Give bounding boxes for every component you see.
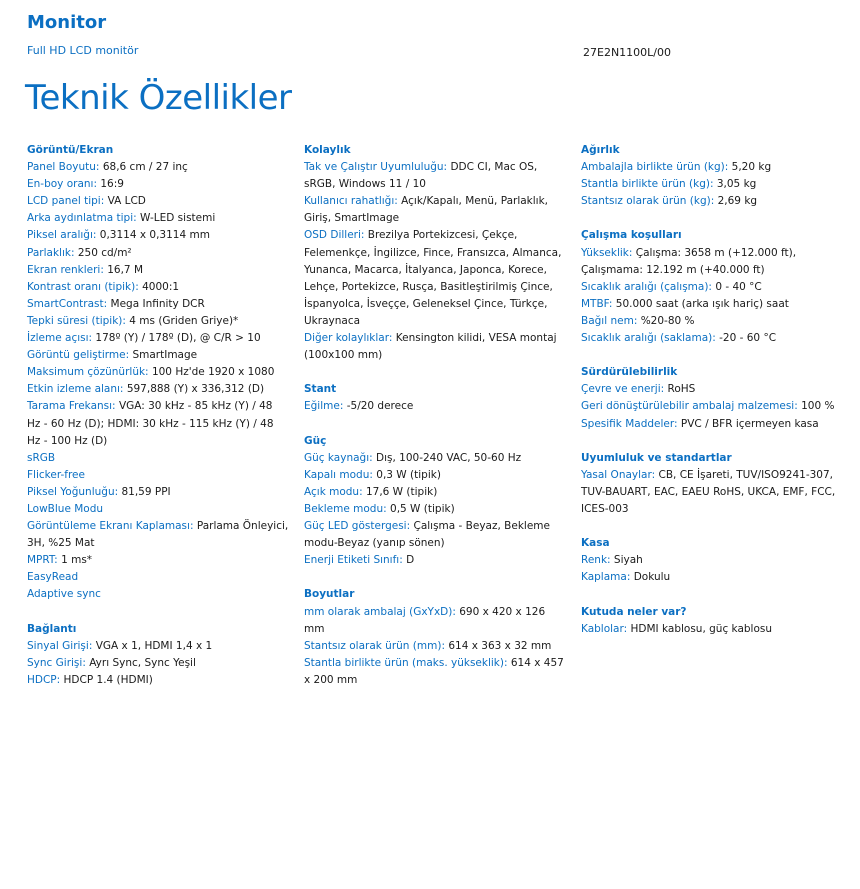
spec-label: mm olarak ambalaj (GxYxD): [304,605,456,618]
spec-value: 16,7 M [107,263,144,276]
spec-row [304,638,566,655]
spec-value: VGA: 30 kHz - 85 kHz (Y) / 48 Hz - 60 Hz (D); HDMI: 30 kHz - 115 kHz (Y) / 48 Hz - 100 Hz (D) [27,400,274,447]
spec-value: 690 x 420 x 126 mm [304,605,546,635]
spec-label: Stantsız olarak ürün (kg): [581,195,715,208]
spec-value: Brezilya Portekizcesi, Çekçe, Felemenkçe, İngilizce, Fince, Fransızca, Almanca, Yunanca, Macarca, İtalyanca, Japonca, Korece, Lehçe, Portekizce, Rusça, Basitleştirilmiş Çince, İspanyolca, İsveççe, Geleneksel Çince, Türkçe, Ukraynaca [304,229,562,327]
section-heading: Ağırlık [581,144,620,156]
spec-label: Güç kaynağı: [304,451,373,464]
spec-value: HDCP 1.4 (HDMI) [63,673,153,686]
spec-value: Kensington kilidi, VESA montaj (100x100 mm) [304,332,557,362]
spec-label: Diğer kolaylıklar: [304,332,393,345]
spec-value: CB, CE İşareti, TUV/ISO9241-307, TUV-BAUART, EAC, EAEU RoHS, UKCA, EMF, FCC, ICES-003 [581,468,836,515]
model-number: 27E2N1100L/00 [583,46,671,59]
spec-label: Ambalajla birlikte ürün (kg): [581,161,729,174]
spec-row [581,193,843,210]
spec-label: Yasal Onaylar: [581,468,656,481]
spec-row [27,569,289,586]
spec-row [581,330,843,347]
spec-value: 1 ms* [61,554,93,567]
spec-section-calisma-kosullari [581,227,843,347]
section-heading: Sürdürülebilirlik [581,366,678,379]
spec-section-stant [304,381,566,415]
spec-label: Panel Boyutu: [27,161,100,174]
spec-label: Adaptive sync [27,588,101,601]
spec-row [304,330,566,364]
spec-row [581,552,843,569]
spec-value: VGA x 1, HDMI 1,4 x 1 [95,639,213,652]
spec-row [27,586,289,603]
spec-row [27,467,289,484]
spec-label: SmartContrast: [27,297,108,310]
spec-row [27,176,289,193]
spec-value: -20 - 60 °C [719,332,777,345]
spec-label: LowBlue Modu [27,502,104,515]
spec-value: -5/20 derece [346,400,414,413]
spec-label: sRGB [27,451,56,464]
spec-value: 250 cd/m² [77,246,132,259]
spec-label: Kontrast oranı (tipik): [27,280,139,293]
spec-row [581,467,843,518]
section-heading: Kutuda neler var? [581,605,687,618]
spec-value: HDMI kablosu, güç kablosu [630,622,773,635]
spec-row [581,398,843,415]
spec-row [27,552,289,569]
spec-value: 17,6 W (tipik) [365,485,438,498]
spec-label: OSD Dilleri: [304,229,365,242]
spec-row [27,655,289,672]
spec-column-2 [304,142,566,706]
spec-label: En-boy oranı: [27,178,98,191]
spec-label: Sinyal Girişi: [27,639,93,652]
spec-value: 0,3 W (tipik) [376,468,441,481]
section-heading: Güç [304,434,327,447]
spec-row [304,467,566,484]
spec-label: Tarama Frekansı: [27,400,116,413]
spec-row [27,347,289,364]
spec-row [304,604,566,638]
spec-row [27,484,289,501]
spec-label: Ekran renkleri: [27,263,104,276]
spec-label: Açık modu: [304,485,363,498]
spec-label: Renk: [581,554,611,567]
spec-label: Kapalı modu: [304,468,373,481]
section-heading: Bağlantı [27,622,77,635]
spec-value: 597,888 (Y) x 336,312 (D) [126,383,265,396]
spec-label: Güç LED göstergesi: [304,520,411,533]
spec-row [304,193,566,227]
spec-row [581,621,843,638]
spec-row [304,655,566,689]
spec-value: Ayrı Sync, Sync Yeşil [89,656,196,669]
spec-label: Maksimum çözünürlük: [27,366,149,379]
spec-section-kolaylik [304,142,566,364]
section-heading: Görüntü/Ekran [27,144,114,156]
spec-section-kasa [581,535,843,586]
spec-section-boyutlar [304,586,566,689]
spec-value: 50.000 saat (arka ışık hariç) saat [615,297,789,310]
spec-label: Kaplama: [581,571,631,584]
spec-label: MPRT: [27,554,58,567]
spec-value: Siyah [613,554,643,567]
spec-row [304,518,566,552]
spec-value: Dokulu [633,571,671,584]
spec-row [581,279,843,296]
spec-row [27,672,289,689]
spec-value: 16:9 [100,178,124,191]
spec-value: 614 x 363 x 32 mm [448,639,552,652]
section-heading: Çalışma koşulları [581,229,682,242]
spec-row [304,484,566,501]
spec-section-surdurulebilirlik [581,364,843,432]
spec-value: 100 % [801,400,835,413]
spec-row [304,159,566,193]
spec-section-kutuda-neler-var [581,604,843,638]
spec-value: Dış, 100-240 VAC, 50-60 Hz [376,451,522,464]
doc-title: Monitor [27,12,107,33]
spec-value: 81,59 PPI [121,485,171,498]
spec-value: %20-80 % [640,314,695,327]
spec-row [581,416,843,433]
section-heading: Boyutlar [304,588,355,601]
spec-value: RoHS [667,383,696,396]
spec-row [27,364,289,381]
spec-section-uyumluluk-ve-standartlar [581,450,843,518]
spec-value: 5,20 kg [731,161,772,174]
spec-label: Arka aydınlatma tipi: [27,212,137,225]
spec-label: Tepki süresi (tipik): [27,314,126,327]
spec-label: Tak ve Çalıştır Uyumluluğu: [304,161,448,174]
spec-label: MTBF: [581,297,613,310]
spec-value: 4 ms (Griden Griye)* [129,314,239,327]
page-title: Teknik Özellikler [25,78,292,118]
spec-value: VA LCD [107,195,146,208]
spec-value: 0,5 W (tipik) [390,502,455,515]
spec-row [27,518,289,552]
spec-label: Çevre ve enerji: [581,383,665,396]
spec-row [27,227,289,244]
spec-row [27,638,289,655]
spec-row [27,381,289,398]
spec-label: Stantsız olarak ürün (mm): [304,639,445,652]
spec-row [27,193,289,210]
spec-label: Stantla birlikte ürün (kg): [581,178,714,191]
spec-label: Geri dönüştürülebilir ambalaj malzemesi: [581,400,798,413]
spec-value: SmartImage [132,349,198,362]
spec-label: Flicker-free [27,468,85,481]
spec-row [304,398,566,415]
spec-column-1 [27,142,289,706]
spec-value: 0 - 40 °C [715,280,762,293]
spec-row [27,159,289,176]
spec-label: Eğilme: [304,400,344,413]
spec-column-3 [581,142,843,655]
spec-section-guc [304,433,566,570]
spec-label: Spesifik Maddeler: [581,417,678,430]
spec-row [27,210,289,227]
spec-label: Kablolar: [581,622,628,635]
spec-label: Parlaklık: [27,246,75,259]
spec-label: Görüntüleme Ekranı Kaplaması: [27,520,194,533]
spec-label: Sıcaklık aralığı (saklama): [581,332,716,345]
doc-subtitle: Full HD LCD monitör [27,44,139,57]
spec-value: 2,69 kg [717,195,758,208]
spec-row [27,279,289,296]
spec-row [27,296,289,313]
spec-section-goruntu-ekran [27,142,289,604]
spec-value: Mega Infinity DCR [110,297,205,310]
spec-label: Piksel aralığı: [27,229,97,242]
spec-value: Çalışma: 3658 m (+12.000 ft), Çalışmama: 12.192 m (+40.000 ft) [581,246,797,276]
spec-row [304,227,566,330]
spec-row [27,398,289,449]
spec-row [581,296,843,313]
section-heading: Uyumluluk ve standartlar [581,451,732,464]
spec-row [581,381,843,398]
spec-label: Piksel Yoğunluğu: [27,485,119,498]
spec-label: Bekleme modu: [304,502,387,515]
spec-label: Yükseklik: [581,246,633,259]
spec-label: Kullanıcı rahatlığı: [304,195,398,208]
spec-row [581,569,843,586]
spec-row [304,450,566,467]
spec-value: Açık/Kapalı, Menü, Parlaklık, Giriş, SmartImage [304,195,549,225]
spec-label: Stantla birlikte ürün (maks. yükseklik): [304,656,508,669]
spec-value: 68,6 cm / 27 inç [102,161,188,174]
spec-value: 0,3114 x 0,3114 mm [99,229,210,242]
spec-row [27,501,289,518]
spec-value: W-LED sistemi [140,212,216,225]
spec-label: EasyRead [27,571,79,584]
spec-label: Sync Girişi: [27,656,86,669]
spec-label: Sıcaklık aralığı (çalışma): [581,280,712,293]
spec-label: HDCP: [27,673,61,686]
spec-row [304,552,566,569]
section-heading: Kolaylık [304,144,351,156]
spec-label: Etkin izleme alanı: [27,383,124,396]
spec-row [27,450,289,467]
spec-row [27,330,289,347]
section-heading: Stant [304,383,337,396]
spec-value: 178º (Y) / 178º (D), @ C/R > 10 [95,332,261,345]
spec-label: LCD panel tipi: [27,195,105,208]
spec-value: DDC CI, Mac OS, sRGB, Windows 11 / 10 [304,161,538,191]
spec-label: Görüntü geliştirme: [27,349,130,362]
spec-row [581,313,843,330]
section-heading: Kasa [581,537,610,550]
spec-row [27,313,289,330]
spec-label: Bağıl nem: [581,314,638,327]
spec-row [27,262,289,279]
spec-label: İzleme açısı: [27,332,93,345]
spec-row [581,176,843,193]
spec-section-agirlik [581,142,843,210]
spec-value: 4000:1 [142,280,180,293]
spec-value: PVC / BFR içermeyen kasa [680,417,819,430]
spec-row [27,245,289,262]
spec-value: Parlama Önleyici, 3H, %25 Mat [27,520,289,550]
spec-label: Enerji Etiketi Sınıfı: [304,554,403,567]
spec-value: 3,05 kg [716,178,757,191]
spec-row [581,245,843,279]
spec-row [581,159,843,176]
spec-value: 100 Hz'de 1920 x 1080 [151,366,275,379]
spec-section-baglanti [27,621,289,689]
spec-value: Çalışma - Beyaz, Bekleme modu-Beyaz (yanıp sönen) [304,520,550,550]
spec-row [304,501,566,518]
spec-value: D [406,554,415,567]
spec-value: 614 x 457 x 200 mm [304,656,564,686]
